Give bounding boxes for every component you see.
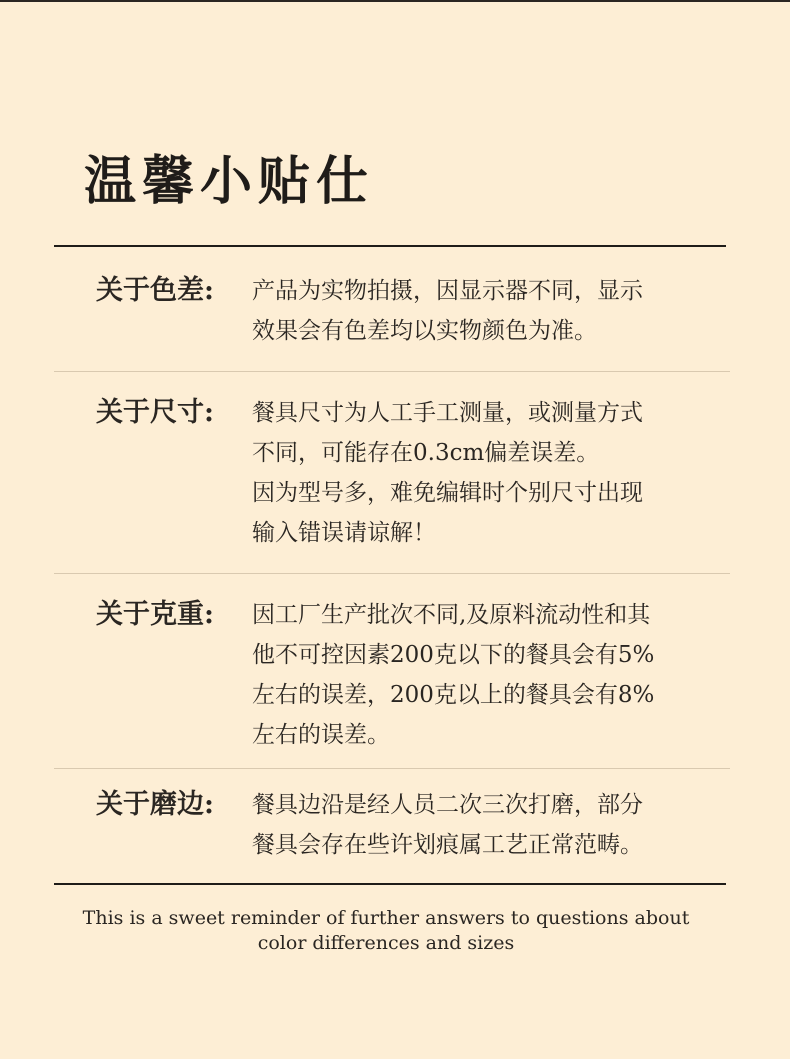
section-divider	[54, 768, 730, 769]
footer-line: This is a sweet reminder of further answers to questions about	[82, 907, 690, 929]
section-body	[252, 785, 692, 865]
section-body	[252, 595, 692, 755]
body-line: 输入错误请谅解！	[252, 520, 436, 546]
section-divider	[54, 371, 730, 372]
top-border-line	[0, 0, 790, 2]
body-line: 因为型号多，难免编辑时个别尺寸出现	[252, 480, 643, 506]
body-line: 效果会有色差均以实物颜色为准。	[252, 318, 597, 344]
body-line: 餐具尺寸为人工手工测量，或测量方式	[252, 400, 643, 426]
body-line: 餐具会存在些许划痕属工艺正常范畴。	[252, 832, 643, 858]
body-line: 产品为实物拍摄，因显示器不同，显示	[252, 278, 643, 304]
page-title: 温馨小贴仕	[84, 151, 375, 212]
body-line: 左右的误差。	[252, 722, 390, 748]
section-label: 关于磨边:	[96, 789, 214, 820]
body-line: 他不可控因素200克以下的餐具会有5%	[252, 642, 655, 668]
section-label: 关于克重:	[96, 599, 214, 630]
section-divider	[54, 573, 730, 574]
footer-line: color differences and sizes	[257, 932, 515, 954]
section-label: 关于色差:	[96, 275, 214, 306]
body-line: 不同，可能存在0.3cm偏差误差。	[252, 440, 600, 466]
body-line: 左右的误差，200克以上的餐具会有8%	[252, 682, 655, 708]
footer-divider	[54, 883, 726, 885]
header-divider	[54, 245, 726, 247]
section-body	[252, 271, 692, 351]
body-line: 餐具边沿是经人员二次三次打磨，部分	[252, 792, 643, 818]
body-line: 因工厂生产批次不同,及原料流动性和其	[252, 602, 651, 628]
section-label: 关于尺寸:	[96, 397, 214, 428]
footer-note	[60, 906, 712, 956]
section-body	[252, 393, 692, 553]
